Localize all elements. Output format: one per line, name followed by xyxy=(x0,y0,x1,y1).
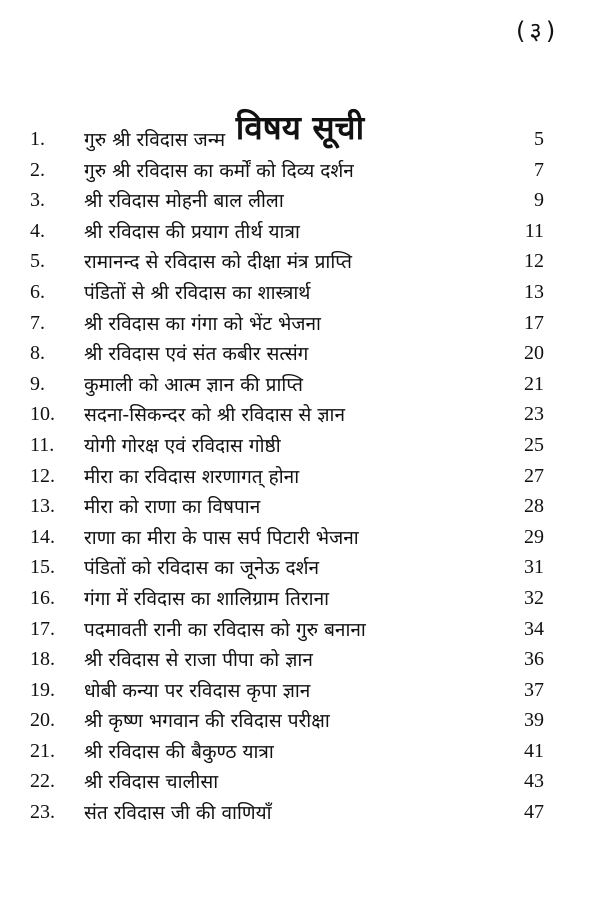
toc-entry-page: 25 xyxy=(524,433,544,456)
toc-entry xyxy=(0,430,600,461)
toc-entry-page: 37 xyxy=(524,678,544,701)
toc-entry-page: 11 xyxy=(524,219,544,242)
toc-entry xyxy=(0,124,600,155)
toc-entry-number: 4. xyxy=(30,219,45,242)
toc-entry-title: पंडितों से श्री रविदास का शास्त्रार्थ xyxy=(84,281,311,304)
toc-entry xyxy=(0,277,600,308)
toc-entry-title: योगी गोरक्ष एवं रविदास गोष्ठी xyxy=(84,434,281,457)
toc-entry-page: 9 xyxy=(534,189,544,212)
toc-entry-title: गुरु श्री रविदास का कर्मों को दिव्य दर्शन xyxy=(84,159,354,182)
toc-entry-page: 27 xyxy=(524,464,544,487)
toc-entry-title: श्री रविदास से राजा पीपा को ज्ञान xyxy=(84,649,313,672)
toc-entry-number: 7. xyxy=(30,311,45,334)
toc-entry xyxy=(0,522,600,553)
toc-entry-number: 13. xyxy=(30,495,55,518)
toc-entry xyxy=(0,614,600,645)
toc-entry xyxy=(0,766,600,797)
toc-entry-number: 15. xyxy=(30,556,55,579)
toc-entry-number: 5. xyxy=(30,250,45,273)
toc-entry-page: 28 xyxy=(524,495,544,518)
toc-entry xyxy=(0,491,600,522)
toc-entry-title: श्री रविदास का गंगा को भेंट भेजना xyxy=(84,312,321,335)
toc-entry xyxy=(0,308,600,339)
toc-entry-number: 23. xyxy=(30,801,55,824)
toc-entry xyxy=(0,583,600,614)
toc-entry-number: 14. xyxy=(30,525,55,548)
toc-entry xyxy=(0,399,600,430)
toc-entry xyxy=(0,644,600,675)
toc-entry-title: सदना-सिकन्दर को श्री रविदास से ज्ञान xyxy=(84,404,346,427)
toc-entry-number: 18. xyxy=(30,648,55,671)
toc-entry-page: 39 xyxy=(524,709,544,732)
toc-entry xyxy=(0,736,600,767)
toc-entry xyxy=(0,155,600,186)
toc-entry xyxy=(0,552,600,583)
toc-entry-number: 17. xyxy=(30,617,55,640)
toc-entry-page: 36 xyxy=(524,648,544,671)
toc-entry-number: 22. xyxy=(30,770,55,793)
toc-entry-page: 12 xyxy=(524,250,544,273)
toc-entry-page: 41 xyxy=(524,739,544,762)
toc-entry-number: 1. xyxy=(30,128,45,150)
toc-entry-page: 5 xyxy=(534,128,544,150)
toc-entry-title: श्री रविदास मोहनी बाल लीला xyxy=(84,190,284,213)
toc-entry-title: श्री रविदास की बैकुण्ठ यात्रा xyxy=(84,740,274,763)
toc-entry-title: मीरा को राणा का विषपान xyxy=(84,496,261,519)
toc-entry xyxy=(0,338,600,369)
toc-entry-number: 20. xyxy=(30,709,55,732)
toc-entry-title: पंडितों को रविदास का जूनेऊ दर्शन xyxy=(84,557,320,580)
toc-entry-title: श्री रविदास की प्रयाग तीर्थ यात्रा xyxy=(84,220,300,243)
toc-entry-title: रामानन्द से रविदास को दीक्षा मंत्र प्राप्ति xyxy=(84,251,352,274)
toc-entry-title: मीरा का रविदास शरणागत् होना xyxy=(84,465,300,488)
toc-entry-title: संत रविदास जी की वाणियाँ xyxy=(84,802,272,825)
toc-entry-number: 6. xyxy=(30,280,45,303)
toc-entry-page: 23 xyxy=(524,403,544,426)
toc-entry-title: गंगा में रविदास का शालिग्राम तिराना xyxy=(84,587,330,610)
toc-entry-number: 21. xyxy=(30,739,55,762)
toc-entry-title: धोबी कन्या पर रविदास कृपा ज्ञान xyxy=(84,679,311,702)
toc-entry-number: 11. xyxy=(30,433,55,456)
toc-entry-title: पदमावती रानी का रविदास को गुरु बनाना xyxy=(84,618,366,641)
toc-entry-page: 20 xyxy=(524,342,544,365)
toc-entry-title: श्री रविदास चालीसा xyxy=(84,771,219,794)
toc-entry-title: गुरु श्री रविदास जन्म xyxy=(84,129,226,151)
toc-entry xyxy=(0,705,600,736)
toc-entry-number: 10. xyxy=(30,403,55,426)
toc-entry xyxy=(0,216,600,247)
toc-entry-number: 19. xyxy=(30,678,55,701)
toc-entry-page: 32 xyxy=(524,586,544,609)
toc-entry-page: 17 xyxy=(524,311,544,334)
toc-entry-page: 31 xyxy=(524,556,544,579)
toc-entry-number: 16. xyxy=(30,586,55,609)
toc-entry-title: श्री कृष्ण भगवान की रविदास परीक्षा xyxy=(84,710,330,733)
table-of-contents xyxy=(0,124,600,828)
toc-entry-page: 21 xyxy=(524,372,544,395)
toc-entry-page: 7 xyxy=(534,158,544,181)
page-number: (३) xyxy=(516,17,560,45)
toc-entry xyxy=(0,185,600,216)
toc-entry-title: कुमाली को आत्म ज्ञान की प्राप्ति xyxy=(84,373,304,396)
toc-entry-page: 34 xyxy=(524,617,544,640)
toc-entry-page: 43 xyxy=(524,770,544,793)
toc-entry-page: 47 xyxy=(524,801,544,824)
toc-entry-number: 8. xyxy=(30,342,45,365)
toc-entry-number: 12. xyxy=(30,464,55,487)
toc-entry-number: 2. xyxy=(30,158,45,181)
toc-entry xyxy=(0,369,600,400)
toc-entry-page: 29 xyxy=(524,525,544,548)
toc-entry-number: 9. xyxy=(30,372,45,395)
toc-entry xyxy=(0,461,600,492)
toc-entry-title: श्री रविदास एवं संत कबीर सत्संग xyxy=(84,343,309,366)
toc-entry xyxy=(0,246,600,277)
page-title: विषय सूची xyxy=(235,108,365,148)
toc-entry xyxy=(0,675,600,706)
toc-entry-title: राणा का मीरा के पास सर्प पिटारी भेजना xyxy=(84,526,359,549)
toc-entry-number: 3. xyxy=(30,189,45,212)
toc-entry-page: 13 xyxy=(524,280,544,303)
toc-entry xyxy=(0,797,600,828)
